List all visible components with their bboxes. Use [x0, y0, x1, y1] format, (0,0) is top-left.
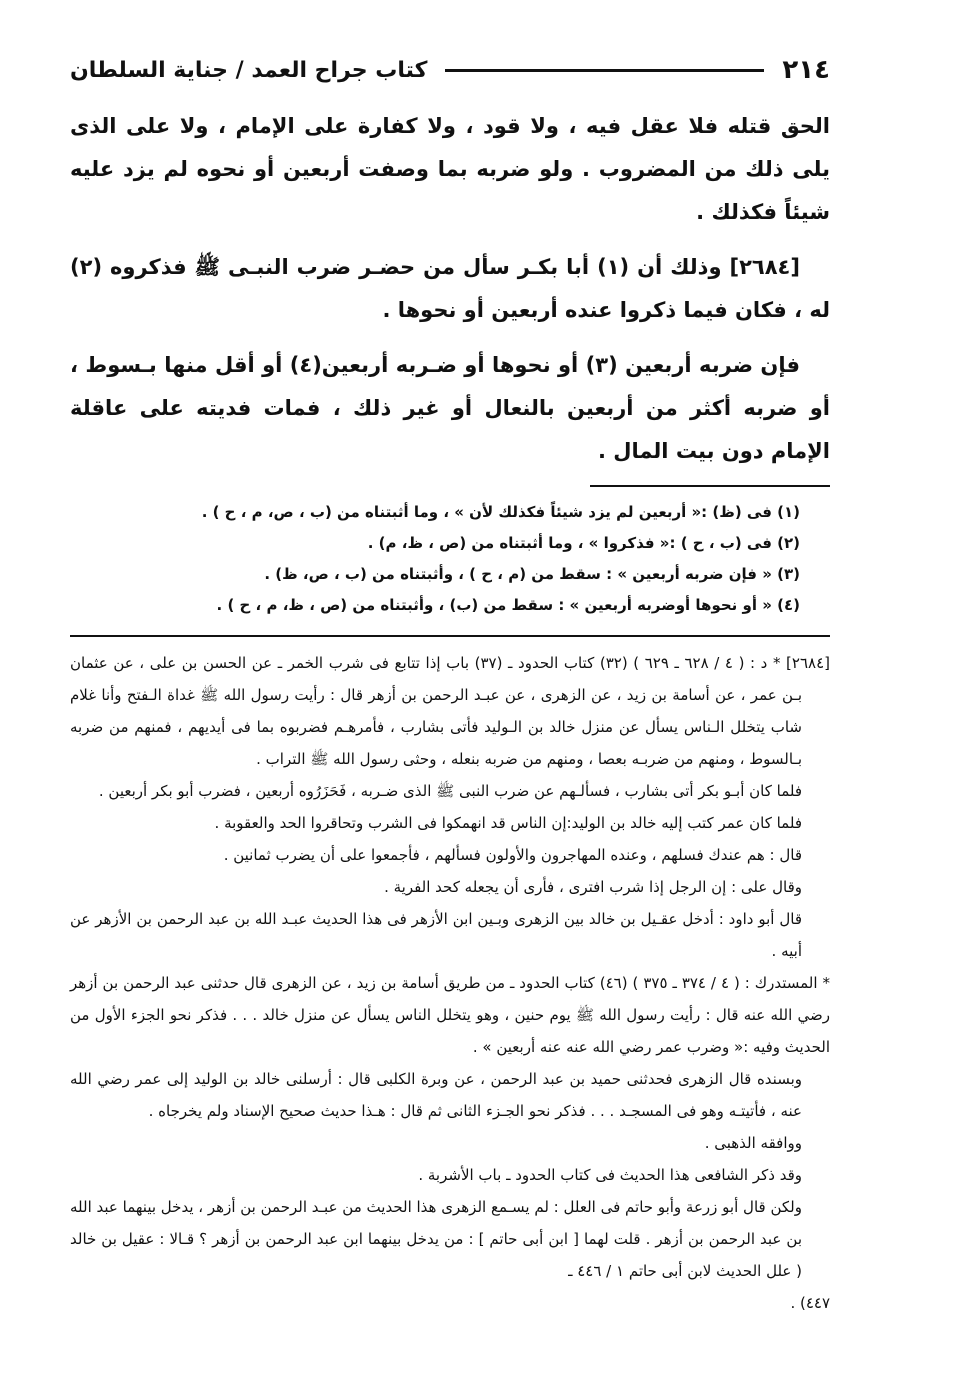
takhrij-last-line: ٤٤٧) . — [790, 1294, 830, 1312]
takhrij-paragraph: * المستدرك : ( ٤ / ٣٧٤ ـ ٣٧٥ ) (٤٦) كتاب الحدود ـ من طريق أسامة بن زيد ، عن الزهرى قال حدثنى عبد الرحمن بن أزهر رضي الله عنه قال : رأيت رسول الله ﷺ يوم حنين ، وهو يتخلل الناس يسأل عن منزل خالد . . . فذكر نحو الجزء الأول من الحديث وفيه :« وضرب عمر رضي الله عنه عنه أربعين » . — [70, 974, 830, 1056]
header-rule — [445, 69, 764, 72]
running-header — [70, 45, 830, 95]
takhrij-paragraph: وبسنده قال الزهرى فحدثنى حميد بن عبد الرحمن ، عن وبرة الكلبى قال : أرسلنى خالد بن الوليد إلى عمر رضي الله عنه ، فأتيتـه وهو فى المسجـد . . . فذكر نحو الجـزء الثانى ثم قال : هـذا حديث صحيح الإسناد ولم يخرجاه . — [70, 1070, 802, 1120]
main-paragraph: فإن ضربه أربعين (٣) أو نحوها أو ضـربه أربعين(٤) أو أقل منها بـسوط ، أو ضربه أكثر من أربعين بالنعال أو غير ذلك ، فمات فديته على عاقلة الإمام دون بيت المال . — [70, 353, 830, 463]
takhrij-paragraph: وقد ذكر الشافعى هذا الحديث فى كتاب الحدود ـ باب الأشربة . — [418, 1166, 802, 1184]
takhrij-paragraph: [٢٦٨٤] * د : ( ٤ / ٦٢٨ ـ ٦٢٩ ) (٣٢) كتاب الحدود ـ (٣٧) باب إذا تتابع فى شرب الخمر ـ عن الحسن بن على ، عن عثمان بـن عمر ، عن أسامة بن زيد ، عن الزهرى ، عن عبـد الرحمن بن أزهر قال : رأيت رسول الله ﷺ غداة الـفتح وأنا غلام شاب يتخلل الـناس يسأل عن منزل خالد بن الـوليد فأتى بشارب ، فأمرهـم فضربوه بما فى أيديهم ، فمنهم من ضربه بـالسوط ، ومنهم من ضربـه بعصا ، ومنهم من ضربه بنعله ، وحثى رسول الله ﷺ التراب . — [70, 654, 830, 768]
running-title: كتاب جراح العمد / جناية السلطان — [70, 57, 428, 83]
takhrij-paragraph: فلما كان عمر كتب إليه خالد بن الوليد:إن الناس قد انهمكوا فى الشرب وتحاقروا الحد والعقوبة . — [214, 814, 802, 832]
footnote: (٣) « فإن ضربه أربعين » : سقط من (م ، ح ) ، وأثبتناه من (ب ، ص، ظ) . — [264, 565, 800, 583]
main-paragraph: الحق قتله فلا عقل فيه ، ولا قود ، ولا كفارة على الإمام ، ولا على الذى يلى ذلك من المضروب . ولو ضربه بما وصفت أربعين أو نحوه لم يزد عليه شيئاً فكذلك . — [70, 114, 830, 224]
takhrij-paragraph: ولكن قال أبو زرعة وأبو حاتم فى العلل : لم يسـمع الزهرى هذا الحديث من عبـد الرحمن بن أزهر ، يدخل بينهما عبد الله بن عبد الرحمن بن أزهر . قلت لهما [ ابن أبى حاتم ] : من يدخل بينهما ابن عبد الرحمن بن أزهر ؟ قـالا : عقيل بن خالد ( علل الحديث لابن أبى حاتم ١ / ٤٤٦ ـ — [70, 1198, 802, 1280]
takhrij-separator — [70, 635, 830, 637]
takhrij-paragraph: ووافقه الذهبى . — [704, 1134, 802, 1152]
takhrij-section — [70, 647, 830, 1319]
takhrij-paragraph: فلما كان أبـو بكر أتى بشارب ، فسألـهم عن ضرب النبى ﷺ الذى ضـربه ، فَحَزَرُوه أربعين ، فضرب أبو بكر أربعين . — [98, 782, 802, 800]
takhrij-paragraph: قال أبو داود : أدخل عقـيل بن خالد بين الزهرى وبـين ابن الأزهر فى هذا الحديث عبـد الله بن عبد الرحمن بن الأزهر عن أبيه . — [70, 910, 802, 960]
main-paragraph: [٢٦٨٤] وذلك أن (١) أبا بكـر سأل من حضـر ضرب النبـى ﷺ فذكروه (٢) له ، فكان فيما ذكروا عنده أربعين أو نحوها . — [70, 255, 830, 322]
takhrij-paragraph: قال : هم عندك فسلهم ، وعنده المهاجرون والأولون فسألهم ، فأجمعوا على أن يضرب ثمانين . — [223, 846, 802, 864]
footnote: (١) فى (ظ) :« أربعين لم يزد شيئاً فكذلك لأن » ، وما أثبتناه من (ب ، ص، م ، ح ) . — [201, 503, 800, 521]
footnote-separator — [590, 485, 830, 487]
footnote: (٢) فى (ب ، ح ) :« فذكروا » ، وما أثبتناه من (ص ، ظ، م) . — [367, 534, 800, 552]
takhrij-paragraph: وقال على : إن الرجل إذا شرب افترى ، فأرى أن يجعله كحد الفرية . — [384, 878, 802, 896]
footnote: (٤) « أو نحوها أوضربه أربعين » : سقط من (ب) ، وأثبتناه من (ص ، ظ، م ، ح ) . — [216, 596, 800, 614]
main-text — [70, 105, 830, 473]
book-page — [70, 45, 830, 1319]
footnotes — [70, 497, 830, 621]
page-number: ٢١٤ — [782, 55, 830, 85]
